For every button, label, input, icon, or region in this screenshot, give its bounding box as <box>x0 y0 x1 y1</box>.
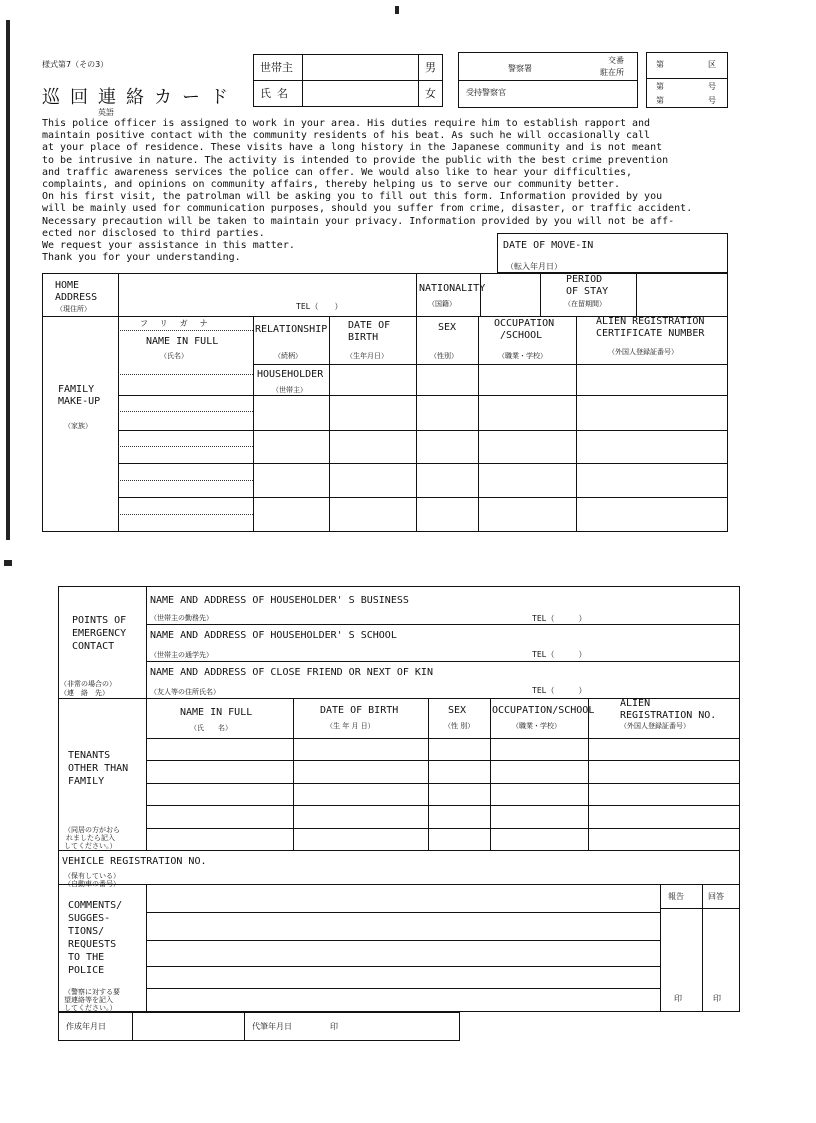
alien-jp: （外国人登録証番号） <box>608 348 678 356</box>
furigana-label: フリガナ <box>140 319 220 328</box>
binding-bar <box>6 20 10 540</box>
friend-jp: （友人等の住所氏名） <box>150 688 220 696</box>
tenant-row[interactable] <box>148 830 738 849</box>
tenants-note-3: してください。） <box>64 842 117 850</box>
family-name-label: NAME IN FULL <box>146 336 219 347</box>
male-label: 男 <box>425 61 436 74</box>
period-label: PERIOD <box>566 274 603 285</box>
alien-label-1: ALIEN REGISTRATION <box>596 316 705 327</box>
relationship-jp: （続柄） <box>274 352 302 360</box>
comments-label-3: TIONS/ <box>68 926 105 937</box>
tenant-alien-label-1: ALIEN <box>620 698 651 709</box>
tenant-name-jp: （氏 名） <box>190 724 232 732</box>
tenant-alien-jp: （外国人登録証番号） <box>620 722 690 730</box>
intro-paragraph: This police officer is assigned to work in your area. His duties require him to establish rapport and maintain positive contact with the community residents of his beat. As such he will occasionally call at your place of residence. These visits have a long history in the Japanese community and is not meant to be intrusive in nature. The activity is intended to provide the public with the best crime prevention and traffic awareness services the police can offer. We would also like to hear your difficulties, complaints, and opinions on community affairs, thereby helping us to serve our community better. On his first visit, the patrolman will be asking you to fill out this form. Information provided by you will be mainly used for communication purposes, should you suffer from crime, disaster, or traffic accident. Necessary precaution will be taken to maintain your privacy. Information provided by you will not be aff- ected nor disclosed to third parties. We request your assistance in this matter. Thank you for your understanding. <box>42 118 693 264</box>
alien-label-2: CERTIFICATE NUMBER <box>596 328 705 339</box>
householder-row-jp: （世帯主） <box>272 386 307 394</box>
emergency-label-3: CONTACT <box>72 641 115 652</box>
officer-label: 受持警察官 <box>466 88 506 97</box>
tenant-sex-jp: （性 別） <box>444 722 475 730</box>
form-title: 巡回連絡カード <box>42 87 238 108</box>
nationality-label: NATIONALITY <box>419 283 486 294</box>
comments-label-2: SUGGES- <box>68 913 111 924</box>
address-jp: （現住所） <box>56 305 91 313</box>
householder-row-label: HOUSEHOLDER <box>257 369 324 380</box>
name-label: 氏名 <box>260 87 294 100</box>
koban-label: 交番 <box>608 56 624 65</box>
tenant-alien-label-2: REGISTRATION NO. <box>620 710 717 721</box>
report-field[interactable] <box>662 910 700 990</box>
relationship-label: RELATIONSHIP <box>255 324 328 335</box>
friend-field[interactable] <box>148 679 528 696</box>
school-jp: （世帯主の通学先） <box>150 651 213 659</box>
vehicle-jp-1: （保有している） <box>64 872 120 880</box>
householder-label: 世帯主 <box>260 61 293 74</box>
period-jp: （在留期間） <box>564 300 606 308</box>
family-label-jp: （家族） <box>64 422 92 430</box>
female-label: 女 <box>425 87 436 100</box>
family-row[interactable] <box>120 465 726 496</box>
nationality-jp: （国籍） <box>428 300 456 308</box>
station-label: 警察署 <box>508 64 532 73</box>
binding-mark <box>4 560 12 566</box>
substitute-date-field[interactable] <box>344 1015 456 1038</box>
family-row[interactable] <box>120 499 726 531</box>
reply-field[interactable] <box>704 910 738 990</box>
business-tel: TEL（ ） <box>532 614 587 623</box>
friend-tel: TEL（ ） <box>532 686 587 695</box>
tenant-row[interactable] <box>148 762 738 782</box>
created-label: 作成年月日 <box>66 1022 106 1031</box>
occupation-jp: （職業・学校） <box>498 352 547 360</box>
vehicle-field[interactable] <box>250 853 736 881</box>
school-field[interactable] <box>148 642 528 659</box>
report-seal: 印 <box>674 994 682 1003</box>
dob-label-2: BIRTH <box>348 332 379 343</box>
tenants-note-1: （同居の方がおら <box>64 826 120 834</box>
created-date-field[interactable] <box>136 1015 240 1038</box>
family-row[interactable] <box>120 366 726 394</box>
business-label: NAME AND ADDRESS OF HOUSEHOLDER' S BUSINESS <box>150 595 409 606</box>
tenants-label-3: FAMILY <box>68 776 105 787</box>
form-number: 様式第7（その3） <box>42 60 109 69</box>
home-label: HOME <box>55 280 80 291</box>
top-mark <box>395 6 399 14</box>
sex-jp: （性別） <box>430 352 458 360</box>
emergency-jp-1: （非常の場合の） <box>60 680 116 688</box>
dob-jp: （生年月日） <box>346 352 388 360</box>
business-jp: （世帯主の勤務先） <box>150 614 213 622</box>
of-stay-label: OF STAY <box>566 286 609 297</box>
comments-jp-3: してください。） <box>64 1004 117 1012</box>
form-subtitle: 英語 <box>98 108 114 117</box>
family-name-jp: （氏名） <box>160 352 188 360</box>
tenant-row[interactable] <box>148 807 738 827</box>
emergency-label-1: POINTS OF <box>72 615 127 626</box>
family-row[interactable] <box>120 432 726 462</box>
substitute-seal: 印 <box>330 1022 338 1031</box>
tenant-occupation-label: OCCUPATION/SCHOOL <box>492 705 595 716</box>
comments-jp-2: 望連絡等を記入 <box>64 996 113 1004</box>
tel-label: TEL（ ） <box>296 302 343 311</box>
tenants-label-2: OTHER THAN <box>68 763 129 774</box>
move-in-jp: （転入年月日） <box>506 262 562 271</box>
substitute-label: 代筆年月日 <box>252 1022 292 1031</box>
tenants-label-1: TENANTS <box>68 750 111 761</box>
tenant-occupation-jp: （職業・学校） <box>512 722 561 730</box>
vehicle-jp-2: （自動車の番号） <box>64 880 120 888</box>
comments-jp-1: （警察に対する要 <box>64 988 120 996</box>
tenant-dob-jp: （生 年 月 日） <box>326 722 375 730</box>
dob-label-1: DATE OF <box>348 320 391 331</box>
school-label: NAME AND ADDRESS OF HOUSEHOLDER' S SCHOOL <box>150 630 397 641</box>
tenant-name-label: NAME IN FULL <box>180 707 253 718</box>
nationality-field[interactable] <box>482 276 538 314</box>
chuzaisho-label: 駐在所 <box>600 68 624 77</box>
comments-field[interactable] <box>148 887 658 1009</box>
tenant-row[interactable] <box>148 785 738 804</box>
comments-label-1: COMMENTS/ <box>68 900 123 911</box>
family-label-2: MAKE-UP <box>58 396 101 407</box>
tenants-note-2: れましたら記入 <box>66 834 115 842</box>
reply-label: 回答 <box>708 892 724 901</box>
school-tel: TEL（ ） <box>532 650 587 659</box>
comments-label-5: TO THE <box>68 952 105 963</box>
tenant-row[interactable] <box>148 740 738 759</box>
vehicle-label: VEHICLE REGISTRATION NO. <box>62 856 207 867</box>
sex-label: SEX <box>438 322 457 333</box>
family-label-1: FAMILY <box>58 384 95 395</box>
friend-label: NAME AND ADDRESS OF CLOSE FRIEND OR NEXT OF KIN <box>150 667 433 678</box>
tenant-dob-label: DATE OF BIRTH <box>320 705 399 716</box>
occupation-label-2: /SCHOOL <box>500 330 543 341</box>
comments-label-4: REQUESTS <box>68 939 117 950</box>
home-address-field[interactable] <box>120 276 414 314</box>
family-row[interactable] <box>120 397 726 429</box>
reply-seal: 印 <box>713 994 721 1003</box>
occupation-label-1: OCCUPATION <box>494 318 555 329</box>
period-field[interactable] <box>638 276 726 314</box>
comments-label-6: POLICE <box>68 965 105 976</box>
emergency-jp-2: （連 絡 先） <box>60 689 109 697</box>
report-label: 報告 <box>668 892 684 901</box>
move-in-label: DATE OF MOVE-IN <box>503 240 594 251</box>
address-label: ADDRESS <box>55 292 98 303</box>
emergency-label-2: EMERGENCY <box>72 628 127 639</box>
business-field[interactable] <box>148 606 528 622</box>
tenant-sex-label: SEX <box>448 705 467 716</box>
